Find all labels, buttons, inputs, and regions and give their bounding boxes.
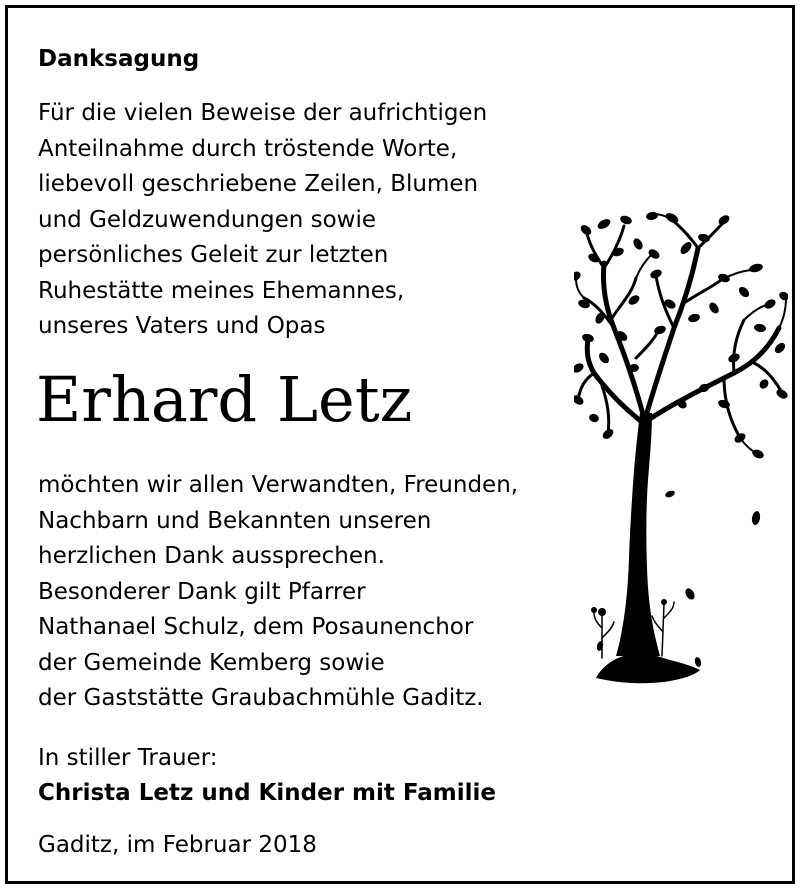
intro-line: persönliches Geleit zur letzten	[38, 242, 389, 268]
heading: Danksagung	[38, 46, 200, 72]
intro-line: Anteilnahme durch tröstende Worte,	[38, 135, 458, 162]
thanks-line: Nathanael Schulz, dem Posaunenchor	[38, 614, 474, 640]
mourning-label: In stiller Trauer:	[38, 745, 218, 771]
family-signature: Christa Letz und Kinder mit Familie	[38, 780, 497, 806]
intro-line: Ruhestätte meines Ehemannes,	[38, 277, 405, 304]
thanks-line: möchten wir allen Verwandten, Freunden,	[38, 472, 519, 498]
intro-line: und Geldzuwendungen sowie	[38, 206, 377, 233]
intro-line: Für die vielen Beweise der aufrichtigen	[38, 100, 488, 126]
obituary-card	[5, 5, 795, 884]
intro-line: unseres Vaters und Opas	[38, 313, 326, 339]
thanks-line: herzlichen Dank aussprechen.	[38, 543, 385, 569]
thanks-line: der Gemeinde Kemberg sowie	[38, 649, 385, 676]
thanks-line: der Gaststätte Graubachmühle Gaditz.	[38, 685, 484, 711]
deceased-name: Erhard Letz	[36, 363, 413, 436]
place-date: Gaditz, im Februar 2018	[38, 832, 317, 858]
intro-line: liebevoll geschriebene Zeilen, Blumen	[38, 171, 479, 197]
tree-silhouette-icon	[574, 208, 788, 698]
thanks-text	[38, 468, 518, 717]
thanks-line: Nachbarn und Bekannten unseren	[38, 507, 432, 534]
intro-text	[38, 96, 487, 345]
thanks-line: Besonderer Dank gilt Pfarrer	[38, 578, 366, 605]
